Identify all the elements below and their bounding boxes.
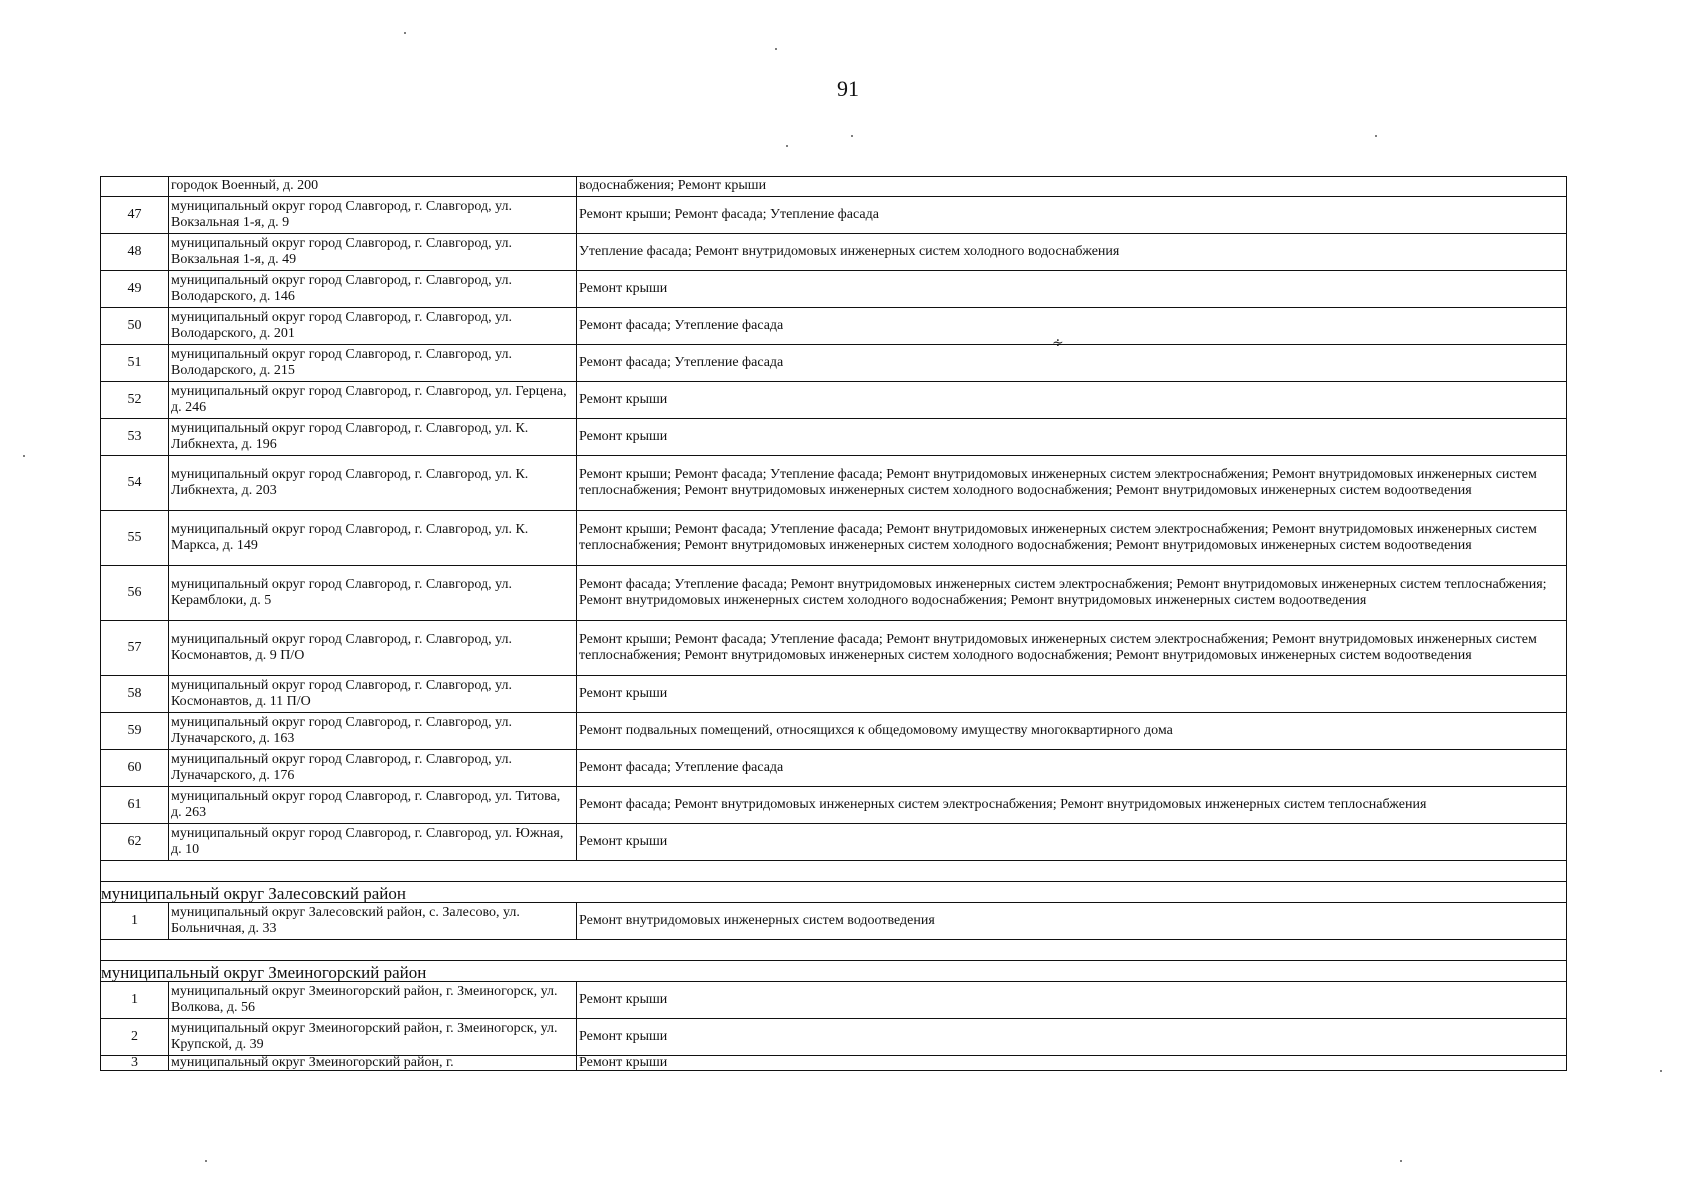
- table-row: [101, 566, 1567, 621]
- table-body: [101, 177, 1567, 1071]
- row-address: муниципальный округ город Славгород, г. Славгород, ул. Герцена, д. 246: [169, 382, 577, 419]
- row-address: муниципальный округ город Славгород, г. Славгород, ул. К. Либкнехта, д. 203: [169, 456, 577, 511]
- section-heading-row: [101, 882, 1567, 903]
- row-address: муниципальный округ город Славгород, г. Славгород, ул. Вокзальная 1-я, д. 49: [169, 234, 577, 271]
- section-spacer: [101, 940, 1567, 961]
- row-address: муниципальный округ Залесовский район, с. Залесово, ул. Больничная, д. 33: [169, 903, 577, 940]
- section-heading: муниципальный округ Змеиногорский район: [101, 961, 1567, 982]
- scan-speck: [1400, 1160, 1402, 1162]
- row-number: 1: [101, 903, 169, 940]
- table-row: [101, 713, 1567, 750]
- row-works: Ремонт подвальных помещений, относящихся к общедомовому имуществу многоквартирного дома: [577, 713, 1567, 750]
- row-address: муниципальный округ город Славгород, г. Славгород, ул. Вокзальная 1-я, д. 9: [169, 197, 577, 234]
- table-row: [101, 903, 1567, 940]
- table-row: [101, 982, 1567, 1019]
- row-works: Ремонт фасада; Ремонт внутридомовых инженерных систем электроснабжения; Ремонт внутридомовых инженерных систем теплоснабжения: [577, 787, 1567, 824]
- row-address: муниципальный округ город Славгород, г. Славгород, ул. К. Либкнехта, д. 196: [169, 419, 577, 456]
- table-row: [101, 308, 1567, 345]
- scan-speck: [23, 455, 25, 457]
- table-row: [101, 676, 1567, 713]
- scan-speck: [786, 145, 788, 147]
- row-address: муниципальный округ город Славгород, г. Славгород, ул. Володарского, д. 201: [169, 308, 577, 345]
- table-row: [101, 419, 1567, 456]
- row-address: муниципальный округ город Славгород, г. Славгород, ул. Керамблоки, д. 5: [169, 566, 577, 621]
- row-works: Ремонт фасада; Утепление фасада: [577, 345, 1567, 382]
- table-row: [101, 1019, 1567, 1056]
- row-works: Ремонт фасада; Утепление фасада: [577, 308, 1567, 345]
- scan-speck: [1660, 1070, 1662, 1072]
- row-number: 55: [101, 511, 169, 566]
- row-number: 48: [101, 234, 169, 271]
- scan-speck: [775, 48, 777, 50]
- scan-mark: ∻: [1052, 336, 1064, 351]
- table-row: [101, 177, 1567, 197]
- section-heading: муниципальный округ Залесовский район: [101, 882, 1567, 903]
- row-number: [101, 177, 169, 197]
- table-row: [101, 345, 1567, 382]
- row-number: 3: [101, 1056, 169, 1071]
- row-works: Ремонт крыши; Ремонт фасада; Утепление фасада; Ремонт внутридомовых инженерных систем электроснабжения; Ремонт внутридомовых инженерных систем теплоснабжения; Ремонт внутридомовых инженерных систем холодного водоснабжения; Ремонт внутридомовых инженерных систем водоотведения: [577, 621, 1567, 676]
- row-number: 51: [101, 345, 169, 382]
- row-address: муниципальный округ город Славгород, г. Славгород, ул. Космонавтов, д. 9 П/О: [169, 621, 577, 676]
- row-works: Ремонт внутридомовых инженерных систем водоотведения: [577, 903, 1567, 940]
- row-works: Ремонт крыши: [577, 1056, 1567, 1071]
- table-row: [101, 824, 1567, 861]
- row-number: 52: [101, 382, 169, 419]
- row-address: муниципальный округ Змеиногорский район, г. Змеиногорск, ул. Волкова, д. 56: [169, 982, 577, 1019]
- row-number: 58: [101, 676, 169, 713]
- page-number: 91: [837, 76, 859, 101]
- row-number: 61: [101, 787, 169, 824]
- section-heading-row: [101, 961, 1567, 982]
- row-address: муниципальный округ город Славгород, г. Славгород, ул. Космонавтов, д. 11 П/О: [169, 676, 577, 713]
- row-works: Ремонт крыши: [577, 676, 1567, 713]
- row-works: Ремонт крыши: [577, 982, 1567, 1019]
- scan-speck: [851, 135, 853, 137]
- table-row: [101, 750, 1567, 787]
- row-works: Ремонт крыши: [577, 824, 1567, 861]
- row-address: муниципальный округ город Славгород, г. Славгород, ул. Луначарского, д. 163: [169, 713, 577, 750]
- table-row: [101, 197, 1567, 234]
- scan-speck: [205, 1160, 207, 1162]
- row-address: муниципальный округ Змеиногорский район, г.: [169, 1056, 577, 1071]
- row-works: Ремонт крыши: [577, 271, 1567, 308]
- section-spacer: [101, 861, 1567, 882]
- row-address: муниципальный округ город Славгород, г. Славгород, ул. Титова, д. 263: [169, 787, 577, 824]
- row-number: 50: [101, 308, 169, 345]
- row-works: Утепление фасада; Ремонт внутридомовых инженерных систем холодного водоснабжения: [577, 234, 1567, 271]
- row-works: Ремонт крыши; Ремонт фасада; Утепление фасада: [577, 197, 1567, 234]
- row-works: Ремонт крыши: [577, 419, 1567, 456]
- row-works: Ремонт крыши; Ремонт фасада; Утепление фасада; Ремонт внутридомовых инженерных систем электроснабжения; Ремонт внутридомовых инженерных систем теплоснабжения; Ремонт внутридомовых инженерных систем холодного водоснабжения; Ремонт внутридомовых инженерных систем водоотведения: [577, 456, 1567, 511]
- row-number: 56: [101, 566, 169, 621]
- row-works: Ремонт фасада; Утепление фасада: [577, 750, 1567, 787]
- row-address: муниципальный округ город Славгород, г. Славгород, ул. Луначарского, д. 176: [169, 750, 577, 787]
- row-works: водоснабжения; Ремонт крыши: [577, 177, 1567, 197]
- row-number: 60: [101, 750, 169, 787]
- row-number: 49: [101, 271, 169, 308]
- row-number: 62: [101, 824, 169, 861]
- table-row: [101, 456, 1567, 511]
- table-row: [101, 511, 1567, 566]
- row-address: муниципальный округ город Славгород, г. Славгород, ул. Володарского, д. 215: [169, 345, 577, 382]
- row-address: муниципальный округ Змеиногорский район, г. Змеиногорск, ул. Крупской, д. 39: [169, 1019, 577, 1056]
- table-row: [101, 271, 1567, 308]
- row-works: Ремонт крыши: [577, 382, 1567, 419]
- row-number: 2: [101, 1019, 169, 1056]
- scan-speck: [404, 32, 406, 34]
- row-address: муниципальный округ город Славгород, г. Славгород, ул. К. Маркса, д. 149: [169, 511, 577, 566]
- row-works: Ремонт крыши; Ремонт фасада; Утепление фасада; Ремонт внутридомовых инженерных систем электроснабжения; Ремонт внутридомовых инженерных систем теплоснабжения; Ремонт внутридомовых инженерных систем холодного водоснабжения; Ремонт внутридомовых инженерных систем водоотведения: [577, 511, 1567, 566]
- scan-speck: [1375, 135, 1377, 137]
- row-number: 59: [101, 713, 169, 750]
- row-number: 47: [101, 197, 169, 234]
- row-works: Ремонт фасада; Утепление фасада; Ремонт внутридомовых инженерных систем электроснабжения; Ремонт внутридомовых инженерных систем теплоснабжения; Ремонт внутридомовых инженерных систем холодного водоснабжения; Ремонт внутридомовых инженерных систем водоотведения: [577, 566, 1567, 621]
- row-address: муниципальный округ город Славгород, г. Славгород, ул. Южная, д. 10: [169, 824, 577, 861]
- repair-program-table: [100, 176, 1567, 1071]
- row-number: 54: [101, 456, 169, 511]
- row-address: муниципальный округ город Славгород, г. Славгород, ул. Володарского, д. 146: [169, 271, 577, 308]
- table-row: [101, 787, 1567, 824]
- table-row: [101, 382, 1567, 419]
- row-number: 1: [101, 982, 169, 1019]
- table-row: [101, 1056, 1567, 1071]
- table-row: [101, 621, 1567, 676]
- row-works: Ремонт крыши: [577, 1019, 1567, 1056]
- row-number: 53: [101, 419, 169, 456]
- row-number: 57: [101, 621, 169, 676]
- row-address: городок Военный, д. 200: [169, 177, 577, 197]
- table-row: [101, 234, 1567, 271]
